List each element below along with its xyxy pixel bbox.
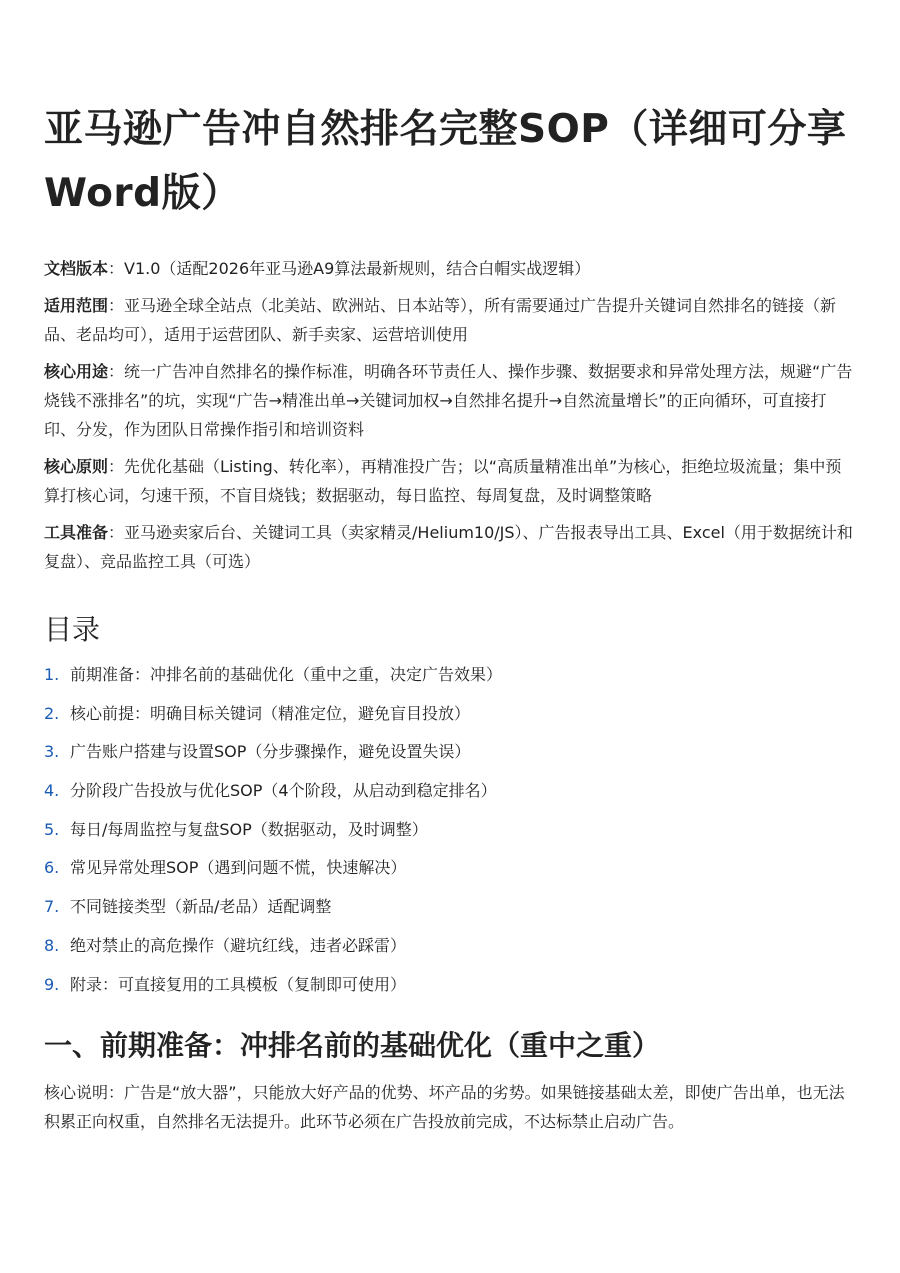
toc-item-3[interactable] (44, 741, 856, 763)
toc-number: 8. (44, 935, 60, 955)
meta-version (44, 254, 856, 283)
toc-item-8[interactable] (44, 935, 856, 957)
toc-item-9[interactable] (44, 974, 856, 996)
toc-number: 1. (44, 665, 60, 684)
toc-number: 7. (44, 897, 60, 917)
meta-text: 亚马逊卖家后台、关键词工具（卖家精灵/Helium10/JS）、广告报表导出工具、Excel（用于数据统计和复盘）、竞品监控工具（可选） (44, 523, 853, 571)
toc-item-6[interactable] (44, 857, 856, 879)
toc-text: 前期准备：冲排名前的基础优化（重中之重，决定广告效果） (70, 665, 503, 684)
toc-number: 9. (44, 974, 60, 994)
meta-tools (44, 518, 856, 576)
toc-item-4[interactable] (44, 780, 856, 802)
meta-separator: ： (108, 523, 125, 542)
toc-item-5[interactable] (44, 819, 856, 841)
table-of-contents (44, 664, 856, 996)
meta-text: 统一广告冲自然排名的操作标准，明确各环节责任人、操作步骤、数据要求和异常处理方法，规避“广告烧钱不涨排名”的坑，实现“广告→精准出单→关键词加权→自然排名提升→自然流量增长”的正向循环，可直接打印、分发，作为团队日常操作指引和培训资料 (44, 362, 853, 439)
meta-label: 核心用途 (44, 362, 109, 381)
toc-text: 每日/每周监控与复盘SOP（数据驱动，及时调整） (70, 819, 428, 839)
section-1-intro: 核心说明：广告是“放大器”，只能放大好产品的优势、坏产品的劣势。如果链接基础太差，即使广告出单，也无法积累正向权重，自然排名无法提升。此环节必须在广告投放前完成，不达标禁止启动广告。 (44, 1082, 845, 1131)
meta-label: 工具准备 (44, 523, 109, 542)
meta-separator: ： (108, 362, 125, 381)
toc-text: 分阶段广告投放与优化SOP（4个阶段，从启动到稳定排名） (70, 781, 497, 801)
meta-purpose (44, 357, 856, 444)
meta-text: V1.0（适配2026年亚马逊A9算法最新规则，结合白帽实战逻辑） (124, 259, 591, 278)
meta-principles (44, 452, 856, 510)
meta-scope (44, 291, 856, 349)
toc-item-2[interactable] (44, 703, 856, 725)
section-1-heading: 一、前期准备：冲排名前的基础优化（重中之重） (44, 1028, 661, 1062)
toc-item-1[interactable] (44, 664, 856, 686)
toc-item-7[interactable] (44, 896, 856, 918)
meta-separator: ： (108, 457, 125, 476)
meta-separator: ： (108, 296, 125, 315)
meta-label: 适用范围 (44, 296, 109, 315)
toc-text: 核心前提：明确目标关键词（精准定位，避免盲目投放） (70, 703, 471, 723)
meta-text: 先优化基础（Listing、转化率），再精准投广告；以“高质量精准出单”为核心，拒绝垃圾流量；集中预算打核心词，匀速干预，不盲目烧钱；数据驱动，每日监控、每周复盘，及时调整策略 (44, 457, 842, 505)
toc-text: 附录：可直接复用的工具模板（复制即可使用） (70, 974, 407, 994)
toc-number: 4. (44, 781, 60, 801)
meta-label: 核心原则 (44, 457, 109, 476)
meta-separator: ： (108, 259, 125, 278)
toc-number: 6. (44, 858, 60, 878)
toc-text: 常见异常处理SOP（遇到问题不慌，快速解决） (70, 858, 407, 878)
toc-text: 广告账户搭建与设置SOP（分步骤操作，避免设置失误） (70, 742, 471, 762)
toc-heading: 目录 (44, 613, 101, 646)
toc-number: 5. (44, 819, 60, 839)
meta-label: 文档版本 (44, 259, 109, 278)
toc-text: 不同链接类型（新品/老品）适配调整 (70, 897, 332, 917)
meta-text: 亚马逊全球全站点（北美站、欧洲站、日本站等），所有需要通过广告提升关键词自然排名的链接（新品、老品均可），适用于运营团队、新手卖家、运营培训使用 (44, 296, 837, 344)
document-title: 亚马逊广告冲自然排名完整SOP（详细可分享Word版） (44, 107, 847, 216)
toc-number: 3. (44, 742, 60, 762)
toc-number: 2. (44, 703, 60, 723)
toc-text: 绝对禁止的高危操作（避坑红线，违者必踩雷） (70, 935, 407, 955)
